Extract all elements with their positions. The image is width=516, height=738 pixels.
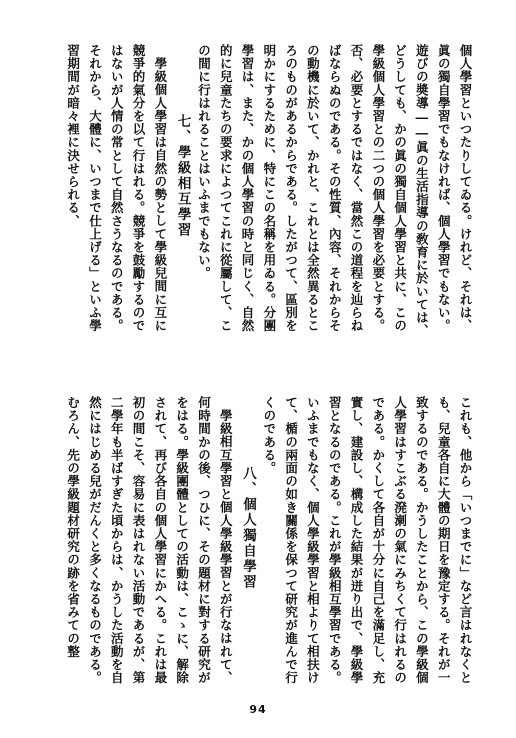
top-paragraph-class-individual-study: 學級個人學習は自然の勢として學級兒間に互に競爭的氣分を以て行はれる。競爭を鼓勵するのではないが人情の常として自然さうなるのである。それから、大體に、いつまで仕上げる」といふ學習期間が暗々裡に決せられる、 [65,44,168,333]
top-paragraph-continuation: 個人學習といつたりしてゐる。けれど、それは、眞の獨自學習でもなければ、個人學習でもない。遊びの奬導――眞の生活指導の敎育に於いては、どうしても、かの眞の獨自個人學習と共に、この學級個人學習との二つの個人學習を必要とする。否、必要とするではなく、當然この道程を辿らねばならぬのである。その性質、內容、それからその動機に於いて、かれと、これとは全然異るところのものがあるからである。したがつて、區別を明かにするために、特にこの名稱を用ゐる。分團學習は、また、かの個人學習の時と同じく、自然的に兒童たちの要求によつてこれに從屬して、この間に行はれることはいふまでもない。 [196,44,473,338]
bottom-paragraph-individual-study: 學級相互學習と個人學級學習とが行なはれて、何時間かの後、つひに、その題材に對する研究がをはる。學級團體としての活動は、こゝに、解除されて、再び各自の個人學習にかへる。これは最初の間こそ、容易に表はれない活動であるが、第二學年も半ばすぎた頃からは、かうした活動を自然にはじめる兒がだんくと多くなるものである。むろん、先の學級題材研究の跡を省みての整 [65,396,234,685]
bottom-paragraph-continuation: これも、他から「いつまでに」など言はれなくとも、兒童各自に大體の期日を豫定する。それが一致するのである。かうしたことから、この學級個人學習はすこぶる溌溂の氣にみちくて行はれるのである。かくして各自が十分に自己を滿足し、充實し、建設し、構成した結果が迸り出で、學級學習となるのである。これが學級相互學習である。いふまでもなく、個人學級學習と相よりて相扶けて、楯の兩面の如き關係を保つて研究が進んで行くのである。 [261,396,473,685]
page-number: 94 [249,703,267,716]
section-heading-7: 七、學級相互學習 [174,114,191,238]
section-heading-8: 八、個人獨自學習 [240,466,257,590]
bottom-text-block [26,396,476,692]
top-text-block [40,44,476,340]
